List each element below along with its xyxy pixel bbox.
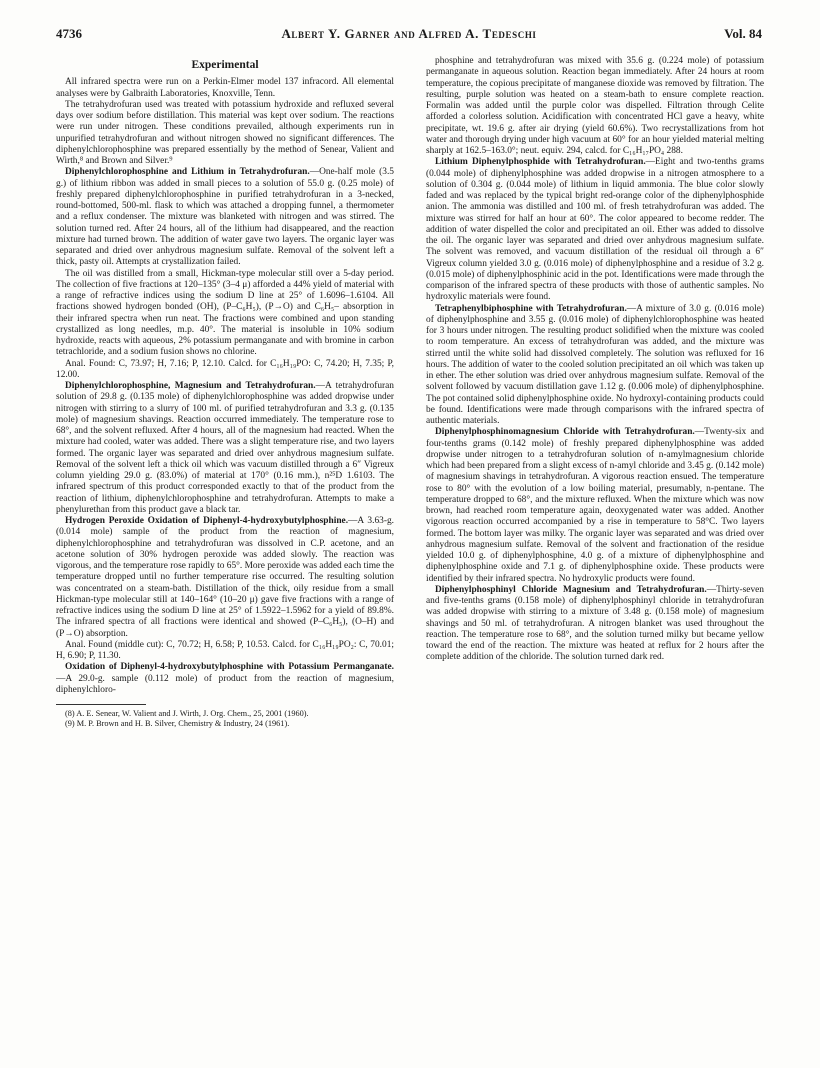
paragraph-text: —A tetrahydrofuran solution of 29.8 g. (0.135 mole) of diphenylchlorophosphine was added dropwise under nitrogen with stirring to a slurry of 100 ml. of purified tetrahydrofuran and 3.3 g. (0.135 mole) of magnesium shavings. Reaction occurred immediately. The temperature rose to 68°, and the solvent refluxed. After 4 hours, all of the magnesium had reacted. When the mixture had cooled, water was added. There was a slight temperature rise, and two layers formed. The organic layer was separated and dried over anhydrous magnesium sulfate. Removal of the solvent left a thick oil which was vacuum distilled through a 6″ Vigreux column yielding 29.0 g. (83.0%) of material at 170° (0.16 mm.), n²⁵D 1.6103. The infrared spectrum of this product corresponded exactly to that of the product from the reaction of lithium, diphenylchlorophosphine and tetrahydrofuran. Attempts to make a phenylurethan from this product gave a black tar. <box>56 381 394 515</box>
paragraph-heading: Lithium Diphenylphosphide with Tetrahydrofuran. <box>435 157 646 168</box>
paragraph <box>426 427 764 585</box>
paragraph <box>56 516 394 640</box>
paragraph-text: —Eight and two-tenths grams (0.044 mole) of diphenylphosphine was added dropwise in a nitrogen atmosphere to a solution of 0.304 g. (0.044 mole) of lithium in liquid ammonia. The blue color slowly faded and was replaced by the typical bright red-orange color of the diphenylphosphide anion. The ammonia was distilled and 100 ml. of fresh tetrahydrofuran was added. The mixture was stirred for half an hour at 60°. The color appeared to become redder. The addition of water dispelled the color and precipitated an oil. Ether was added to dissolve the oil. The organic layer was separated and dried over anhydrous magnesium sulfate. The solvent was removed, and vacuum distillation of the residual oil through a 6″ Vigreux column yielded 3.0 g. (0.016 mole) of diphenylphosphine and a residue of 3.2 g. (0.015 mole) of diphenylphosphinic acid in the pot. Identifications were made through the comparison of the infrared spectra of these products with those of authentic samples. No hydroxylic materials were found. <box>426 157 764 303</box>
paragraph <box>426 157 764 303</box>
running-head-authors: Albert Y. Garner and Alfred A. Tedeschi <box>281 26 537 41</box>
paragraph-text: —Thirty-seven and five-tenths grams (0.158 mole) of diphenylphosphinyl chloride in tetrahydrofuran was added dropwise with stirring to a mixture of 3.48 g. (0.158 mole) of magnesium shavings and 50 ml. of tetrahydrofuran. A nitrogen blanket was used throughout the reaction. The temperature rose to 68°, and the solution turned milky but became yellow toward the end of the reaction. The mixture was heated at reflux for 2 hours after the complete addition of the chloride. The solution turned dark red. <box>426 584 764 663</box>
paragraph <box>56 640 394 663</box>
paragraph-text: All infrared spectra were run on a Perkin-Elmer model 137 infracord. All elemental analyses were by Galbraith Laboratories, Knoxville, Tenn. <box>56 77 394 99</box>
paragraph <box>426 585 764 664</box>
paragraph-text: Anal. Found (middle cut): C, 70.72; H, 6.58; P, 10.53. Calcd. for C₁₆H₁₉PO₂: C, 70.01; H, 6.90; P, 11.30. <box>56 639 394 661</box>
paragraph <box>56 100 394 168</box>
paragraph <box>56 269 394 359</box>
paragraph <box>56 167 394 268</box>
paragraph-heading: Hydrogen Peroxide Oxidation of Diphenyl-4-hydroxybutylphosphine. <box>65 516 349 526</box>
footnote: (8) A. E. Senear, W. Valient and J. Wirth, J. Org. Chem., 25, 2001 (1960). <box>65 709 309 718</box>
paragraph <box>56 381 394 516</box>
section-title: Experimental <box>191 59 259 71</box>
paragraph-text: —A 3.63-g. (0.014 mole) sample of the product from the reaction of magnesium, diphenylchlorophosphine and tetrahydrofuran was dissolved in C.P. acetone, and an acetone solution of 30% hydrogen peroxide was added slowly. The reaction was vigorous, and the temperature rose rapidly to 65°. More peroxide was added each time the temperature dropped until no further temperature rise occurred. The resulting solution was concentrated on a steam-bath. Distillation of the thick, oily residue from a small Hickman-type molecular still at 140–164° (10–20 μ) gave five fractions with a range of refractive indices using the sodium D line at 25° of 1.5922–1.5962 for a yield of 89.8%. The infrared spectra of all fractions were identical and showed (P–C₆H₅), (O–H) and (P→O) absorption. <box>56 516 394 639</box>
paragraph-heading: Oxidation of Diphenyl-4-hydroxybutylphosphine with Potassium Permanganate. <box>65 662 394 673</box>
paragraph <box>426 304 764 428</box>
page-number: 4736 <box>56 26 82 41</box>
paragraph-text: —A mixture of 3.0 g. (0.016 mole) of diphenylphosphine and 3.55 g. (0.016 mole) of diphenylchlorophosphine was heated for 3 hours under nitrogen. The resulting product solidified when the mixture was cooled to room temperature. An excess of tetrahydrofuran was added, and the mixture was stirred until the white solid had dissolved completely. The solution was refluxed for 16 hours. The addition of water to the cooled solution precipitated an oil which was taken up in ether. The ether solution was dried over anhydrous magnesium sulfate. Removal of the solvent followed by vacuum distillation gave 1.12 g. (0.006 mole) of diphenylphosphine. The pot contained solid diphenylphosphine oxide. No hydroxyl-containing products could be found. Identifications were made through comparisons with the infrared spectra of authentic materials. <box>426 303 764 426</box>
paragraph <box>56 662 394 696</box>
right-column <box>426 56 764 1056</box>
paragraph-text: —One-half mole (3.5 g.) of lithium ribbon was added in small pieces to a solution of 55.0 g. (0.25 mole) of freshly prepared diphenylchlorophosphine in purified tetrahydrofuran in a 3-necked, round-bottomed, 500-ml. flask to which was attached a dropping funnel, a thermometer and a reflux condenser. The mixture was blanketed with nitrogen and was stirred. The solution turned red. After 24 hours, all of the lithium had disappeared, and the reaction mixture had turned brown. The addition of water gave two layers. The organic layer was separated and dried over anhydrous magnesium sulfate. Removal of the solvent left a thick, pasty oil. Attempts at crystallization failed. <box>56 167 394 268</box>
volume-label: Vol. 84 <box>724 26 762 41</box>
paragraph-heading: Diphenylchlorophosphine and Lithium in Tetrahydrofuran. <box>65 167 310 178</box>
paragraph-heading: Diphenylphosphinomagnesium Chloride with Tetrahydrofuran. <box>435 427 695 438</box>
paragraph <box>426 56 764 157</box>
paragraph-text: —A 29.0-g. sample (0.112 mole) of product from the reaction of magnesium, diphenylchloro- <box>56 673 394 695</box>
paragraph <box>56 359 394 382</box>
paragraph <box>56 77 394 100</box>
paragraph-text: phosphine and tetrahydrofuran was mixed with 35.6 g. (0.224 mole) of potassium permanganate in aqueous solution. Reaction began immediately. After 24 hours at room temperature, the copious precipitate of manganese dioxide was removed by filtration. The resulting, purple solution was heated on a steam-bath to ensure complete reaction. Formalin was added until the purple color was dispelled. Filtration through Celite afforded a colorless solution. Acidification with concentrated HCl gave a heavy, white precipitate, wt. 19.6 g. after air drying (yield 60.6%). Two recrystallizations from hot water and thorough drying under high vacuum at 60° for an hour yielded material melting sharply at 162.5–163.0°; neut. equiv. 294, calcd. for C₁₆H₁₇PO₄ 288. <box>426 56 764 156</box>
paragraph-text: Anal. Found: C, 73.97; H, 7.16; P, 12.10. Calcd. for C₁₆H₁₉PO: C, 74.20; H, 7.35; P, 12.00. <box>56 358 394 380</box>
paragraph-text: The tetrahydrofuran used was treated with potassium hydroxide and refluxed several days over sodium before distillation. This material was kept over sodium. The reactions were run under nitrogen. These conditions prevailed, although experiments run in unpurified tetrahydrofuran and without nitrogen showed no significant differences. The diphenylchlorophosphine was prepared essentially by the method of Senear, Valient and Wirth,⁸ and Brown and Silver.⁹ <box>56 99 394 166</box>
paragraph-heading: Tetraphenylbiphosphine with Tetrahydrofuran. <box>435 303 627 314</box>
paragraph-text: —Twenty-six and four-tenths grams (0.142 mole) of freshly prepared diphenylphosphine was added dropwise under nitrogen to a tetrahydrofuran solution of n-amylmagnesium chloride which had been prepared from a slight excess of n-amyl chloride and 3.45 g. (0.142 mole) of magnesium shavings in tetrahydrofuran. A vigorous reaction ensued. The temperature rose to 80° with the evolution of a low boiling material, presumably, n-pentane. The temperature dropped to 68°, and the mixture refluxed. When the mixture which was now brown, had reached room temperature again, deoxygenated water was added. Another vigorous reaction occurred accompanied by a rise in temperature to 58°C. Two layers formed. The bottom layer was milky. The organic layer was separated and was dried over anhydrous magnesium sulfate. Removal of the solvent and fractionation of the residue yielded 10.0 g. of diphenylphosphine, 4.0 g. of a mixture of diphenylphosphine and diphenylphosphine oxide and 7.1 g. of diphenylphosphine oxide. These products were identified by their infrared spectra. No hydroxylic products were found. <box>426 427 764 584</box>
left-column <box>56 56 394 1056</box>
footnote-rule <box>56 704 146 705</box>
running-header <box>56 26 762 46</box>
paragraph-text: The oil was distilled from a small, Hickman-type molecular still over a 5-day period. The collection of five fractions at 120–135° (3–4 μ) afforded a 44% yield of material with a range of refractive indices using the sodium D line at 25° of 1.6096–1.6104. All fractions showed hydrogen bonded (OH), (P–C₆H₅), (P→O) and C₆H₅– absorption in their infrared spectra when run neat. The fractions were combined and upon standing crystallized as long needles, m.p. 40°. The material is insoluble in 10% sodium hydroxide, reacts with aqueous, 2% potassium permanganate and with bromine in carbon tetrachloride, and a sodium fusion shows no chlorine. <box>56 268 394 358</box>
paragraph-heading: Diphenylchlorophosphine, Magnesium and Tetrahydrofuran. <box>65 381 316 391</box>
footnote: (9) M. P. Brown and H. B. Silver, Chemistry & Industry, 24 (1961). <box>65 719 290 728</box>
paragraph-heading: Diphenylphosphinyl Chloride Magnesium and Tetrahydrofuran. <box>435 584 707 595</box>
